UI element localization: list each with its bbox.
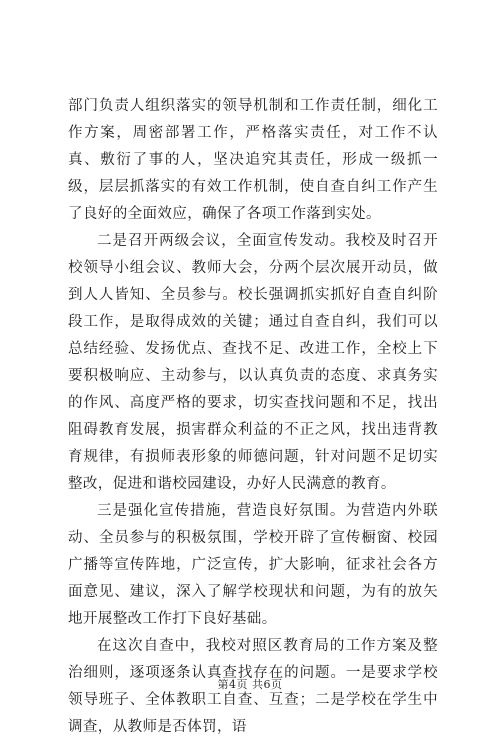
paragraph-4: 在这次自查中，我校对照区教育局的工作方案及整治细则，逐项逐条认真查找存在的问题。一是要求学校领导班子、全体教职工自查、互查；二是学校在学生中调查，从教师是否体罚，语 [68,638,438,735]
paragraph-1: 部门负责人组织落实的领导机制和工作责任制，细化工作方案，周密部署工作，严格落实责任，对工作不认真、敷衍了事的人，坚决追究其责任，形成一级抓一级，层层抓落实的有效工作机制，使自查自纠工作产生了良好的全面效应，确保了各项工作落到实处。 [68,98,438,222]
paragraph-3: 三是强化宣传措施，营造良好氛围。为营造内外联动、全员参与的积极氛围，学校开辟了宣传橱窗、校园广播等宣传阵地，广泛宣传，扩大影响，征求社会各方面意见、建议，深入了解学校现状和问题，为有的放矢地开展整改工作打下良好基础。 [68,503,438,627]
document-body [68,93,438,741]
paragraph-2: 二是召开两级会议，全面宣传发动。我校及时召开校领导小组会议、教师大会，分两个层次展开动员，做到人人皆知、全员参与。校长强调抓实抓好自查自纠阶段工作，是取得成效的关键；通过自查自纠，我们可以总结经验、发扬优点、查找不足、改进工作，全校上下要积极响应、主动参与，以认真负责的态度、求真务实的作风、高度严格的要求，切实查找问题和不足，找出阻碍教育发展，损害群众利益的不正之风，找出违背教育规律，有损师表形象的师德问题，针对问题不足切实整改，促进和谐校园建设，办好人民满意的教育。 [68,233,438,492]
page-number-footer: 第4页 共6页 [217,678,283,691]
